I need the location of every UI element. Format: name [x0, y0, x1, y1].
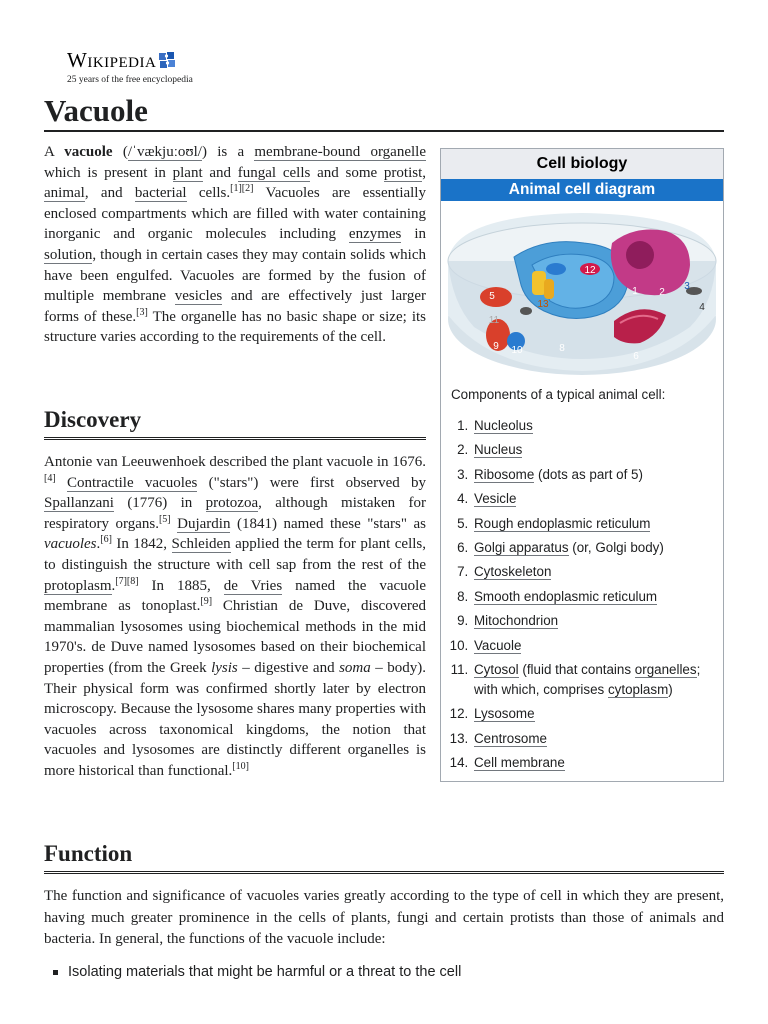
diagram-label-6: 6: [633, 351, 639, 362]
diagram-label-5: 5: [489, 291, 495, 302]
list-item: 11. Cytosol (fluid that contains organelles; with which, comprises cytoplasm): [472, 660, 723, 700]
cell-components-list: [441, 416, 723, 773]
diagram-label-11: 11: [488, 315, 500, 326]
pronunciation-link[interactable]: /ˈvækjuːoʊl/: [127, 144, 202, 160]
link-centrosome[interactable]: Centrosome: [474, 730, 547, 746]
list-item: [472, 416, 723, 436]
link-vesicles[interactable]: vesicles: [174, 288, 223, 305]
function-list: [44, 962, 461, 982]
list-item: [472, 611, 723, 631]
link-animal[interactable]: animal: [44, 185, 85, 202]
link-nucleus[interactable]: Nucleus: [474, 442, 523, 458]
ref-5[interactable]: [5]: [158, 513, 171, 525]
term-bold: vacuole: [64, 144, 113, 160]
list-item: Isolating materials that might be harmful or a threat to the cell: [44, 962, 461, 982]
list-item: [472, 636, 723, 656]
link-contractile-vacuoles[interactable]: Contractile vacuoles: [66, 474, 198, 491]
heading-function: Function: [44, 839, 724, 874]
link-bacterial[interactable]: bacterial: [134, 185, 187, 202]
infobox-title: Cell biology: [441, 149, 723, 179]
link-ribosome[interactable]: Ribosome: [474, 466, 535, 482]
article-title: Vacuole: [44, 92, 724, 132]
intro-paragraph: A vacuole (/ˈvækjuːoʊl/) is a membrane-bound organelle which is present in plant and fungal cells and some protist, animal, and bacterial cells.[1][2] Vacuoles are essentially enclosed compartments which are filled with water containing inorganic and organic molecules including enzymes in solution, though in certain cases they may contain solids which have been engulfed. Vacuoles are formed by the fusion of multiple membrane vesicles and are effectively just larger forms of these.[3] The organelle has no basic shape or size; its structure varies according to the requirements of the cell.: [44, 144, 426, 346]
link-schleiden[interactable]: Schleiden: [171, 536, 231, 553]
link-rough-er[interactable]: Rough endoplasmic reticulum: [474, 515, 651, 531]
ref-8[interactable]: [8]: [126, 575, 139, 587]
link-membrane-bound-organelle[interactable]: membrane-bound organelle: [254, 144, 426, 160]
link-spallanzani[interactable]: Spallanzani: [44, 495, 114, 512]
ref-6[interactable]: [6]: [100, 534, 112, 546]
puzzle-globe-icon: [157, 51, 177, 69]
ref-1[interactable]: [1]: [230, 183, 242, 195]
infobox-subtitle[interactable]: Animal cell diagram: [441, 179, 723, 201]
diagram-label-13: 13: [537, 299, 549, 310]
list-item: [472, 587, 723, 607]
diagram-label-2: 2: [659, 287, 665, 298]
diagram-label-12: 12: [584, 265, 596, 276]
infobox-caption: Components of a typical animal cell:: [451, 387, 666, 402]
list-item: [472, 729, 723, 749]
list-item: [472, 514, 723, 534]
link-vacuole[interactable]: Vacuole: [474, 637, 522, 653]
infobox: [440, 148, 724, 782]
function-paragraph: The function and significance of vacuoles varies greatly according to the type of cell in which they are present, having much greater prominence in the cells of plants, fungi and certain protists than those of animals and bacteria. In general, the functions of the vacuole include:: [44, 888, 724, 947]
diagram-label-1: 1: [632, 286, 638, 297]
wikipedia-logo[interactable]: [67, 48, 193, 85]
ref-10[interactable]: [10]: [232, 760, 249, 772]
list-item: 6. Golgi apparatus (or, Golgi body): [472, 538, 723, 558]
list-item: [472, 489, 723, 509]
wikipedia-wordmark: Wikipedia: [67, 48, 157, 72]
diagram-label-4: 4: [699, 302, 705, 313]
list-item: [472, 704, 723, 724]
diagram-label-9: 9: [493, 341, 499, 352]
link-cytosol[interactable]: Cytosol: [474, 661, 519, 677]
link-organelles[interactable]: organelles: [634, 661, 697, 677]
animal-cell-diagram[interactable]: [444, 203, 720, 379]
diagram-label-3: 3: [684, 281, 690, 292]
list-item: 3. Ribosome (dots as part of 5): [472, 465, 723, 485]
diagram-label-8: 8: [559, 343, 565, 354]
list-item: [472, 562, 723, 582]
ref-7[interactable]: [7]: [115, 575, 127, 587]
ref-4[interactable]: [4]: [44, 472, 56, 484]
link-golgi-apparatus[interactable]: Golgi apparatus: [474, 539, 569, 555]
link-cell-membrane[interactable]: Cell membrane: [474, 755, 565, 771]
heading-discovery: Discovery: [44, 405, 426, 440]
link-cytoskeleton[interactable]: Cytoskeleton: [474, 564, 552, 580]
link-de-vries[interactable]: de Vries: [223, 577, 283, 594]
link-enzymes[interactable]: enzymes: [348, 226, 402, 243]
bullet-icon: [53, 970, 58, 975]
wikipedia-tagline: 25 years of the free encyclopedia: [67, 75, 193, 85]
link-smooth-er[interactable]: Smooth endoplasmic reticulum: [474, 588, 658, 604]
link-protist[interactable]: protist: [383, 164, 423, 181]
ref-9[interactable]: [9]: [200, 596, 213, 608]
ref-2[interactable]: [2]: [241, 183, 254, 195]
link-nucleolus[interactable]: Nucleolus: [474, 418, 533, 433]
link-protoplasm[interactable]: protoplasm: [44, 577, 112, 594]
link-cytoplasm[interactable]: cytoplasm: [607, 681, 669, 697]
diagram-label-10: 10: [511, 345, 523, 356]
discovery-paragraph: Antonie van Leeuwenhoek described the plant vacuole in 1676.[4] Contractile vacuoles ("stars") were first observed by Spallanzani (1776) in protozoa, although mistaken for respiratory organs.[5] Dujardin (1841) named these "stars" as vacuoles.[6] In 1842, Schleiden applied the term for plant cells, to distinguish the structure with cell sap from the rest of the protoplasm.[7][8] In 1885, de Vries named the vacuole membrane as tonoplast.[9] Christian de Duve, discovered mammalian lysosomes using biochemical methods in the mid 1970's. de Duve named lysosomes based on their biochemical properties (from the Greek lysis – digestive and soma – body). Their physical form was confirmed shortly later by electron microscopy. Because the lysosome shares many properties with vacuoles across taxonomical kingdoms, the notion that vacuoles and lysosomes are distinctly different organelles is more historical than functional.[10]: [44, 454, 427, 779]
link-solution[interactable]: solution: [44, 246, 93, 263]
link-mitochondrion[interactable]: Mitochondrion: [474, 613, 559, 629]
link-lysosome[interactable]: Lysosome: [474, 706, 535, 722]
link-plant[interactable]: plant: [172, 164, 203, 181]
ref-3[interactable]: [3]: [136, 306, 148, 318]
link-fungal-cells[interactable]: fungal cells: [237, 164, 311, 181]
link-protozoa[interactable]: protozoa: [205, 495, 259, 512]
list-item: [472, 440, 723, 460]
link-dujardin[interactable]: Dujardin: [177, 515, 231, 532]
list-item: [472, 753, 723, 773]
link-vesicle[interactable]: Vesicle: [474, 491, 517, 507]
